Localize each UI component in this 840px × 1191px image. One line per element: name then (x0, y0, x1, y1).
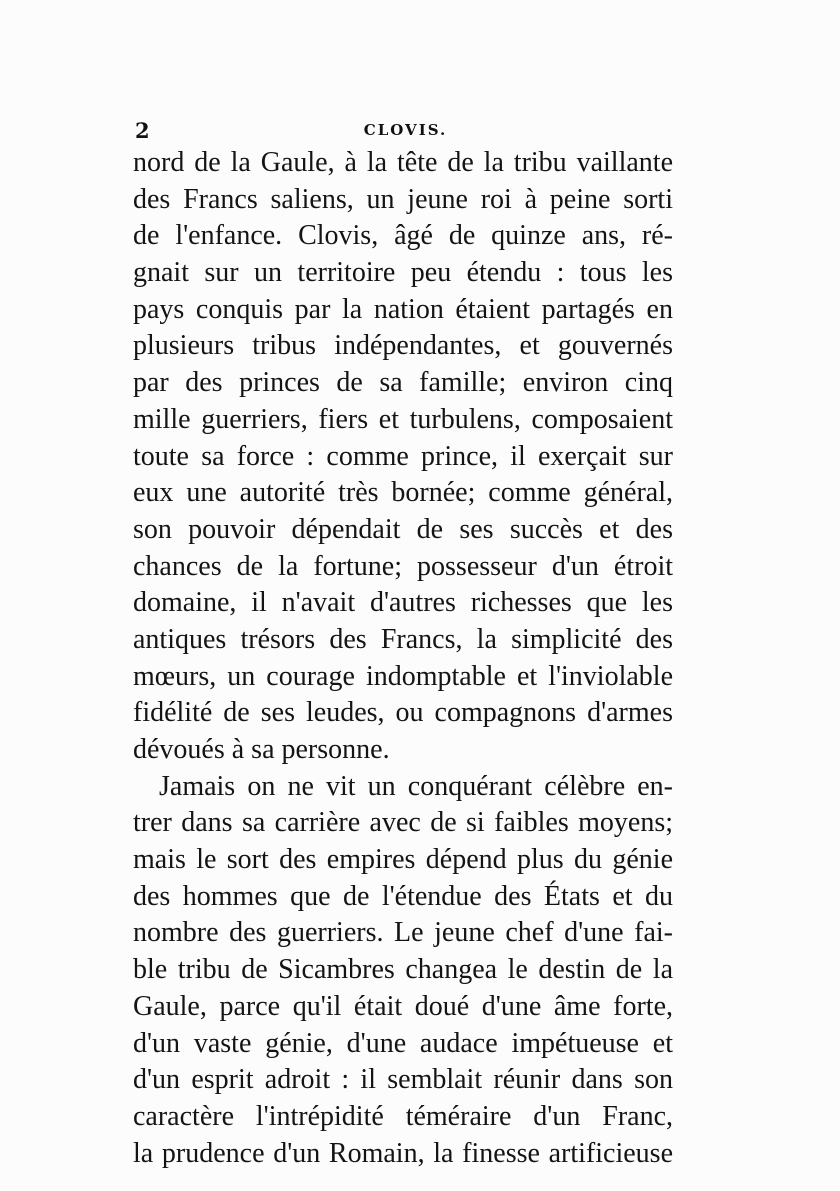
paragraph-end-line: dévoués à sa personne. (133, 734, 390, 765)
text-line: d'un esprit adroit : il semblait réunir dans son (133, 1064, 673, 1096)
running-title: CLOVIS. (363, 121, 448, 139)
text-line: Gaule, parce qu'il était doué d'une âme forte, (133, 990, 673, 1022)
text-line: fidélité de ses leudes, ou compagnons d'armes (133, 697, 673, 729)
text-line: toute sa force : comme prince, il exerçait sur (133, 440, 673, 472)
text-line: nombre des guerriers. Le jeune chef d'une fai- (133, 917, 673, 949)
paragraph-start-line: Jamais on ne vit un conquérant célèbre en- (159, 770, 673, 802)
text-line: la prudence d'un Romain, la finesse artificieuse (133, 1137, 673, 1169)
text-line: pays conquis par la nation étaient partagés en (133, 293, 673, 325)
body-text (133, 145, 673, 1172)
text-line: d'un vaste génie, d'une audace impétueuse et (133, 1027, 673, 1059)
text-line: son pouvoir dépendait de ses succès et des (133, 513, 673, 545)
text-line: domaine, il n'avait d'autres richesses que les (133, 587, 673, 619)
text-line: chances de la fortune; possesseur d'un étroit (133, 550, 673, 582)
page-number: 2 (135, 118, 150, 143)
text-line: de l'enfance. Clovis, âgé de quinze ans, ré- (133, 220, 673, 252)
text-line: mœurs, un courage indomptable et l'inviolable (133, 660, 673, 692)
page-header (133, 118, 678, 142)
text-line: des Francs saliens, un jeune roi à peine sorti (133, 183, 673, 215)
text-line: caractère l'intrépidité téméraire d'un Franc, (133, 1100, 673, 1132)
text-line: des hommes que de l'étendue des États et du (133, 880, 673, 912)
text-line: trer dans sa carrière avec de si faibles moyens; (133, 807, 673, 839)
text-line: antiques trésors des Francs, la simplicité des (133, 623, 673, 655)
text-line: nord de la Gaule, à la tête de la tribu vaillante (133, 147, 673, 178)
text-line: par des princes de sa famille; environ cinq (133, 367, 673, 399)
text-line: mille guerriers, fiers et turbulens, composaient (133, 403, 673, 435)
text-line: eux une autorité très bornée; comme général, (133, 477, 673, 509)
text-line: plusieurs tribus indépendantes, et gouvernés (133, 330, 673, 362)
text-line: ble tribu de Sicambres changea le destin de la (133, 954, 673, 986)
text-line: mais le sort des empires dépend plus du génie (133, 844, 673, 876)
text-line: gnait sur un territoire peu étendu : tous les (133, 257, 673, 289)
